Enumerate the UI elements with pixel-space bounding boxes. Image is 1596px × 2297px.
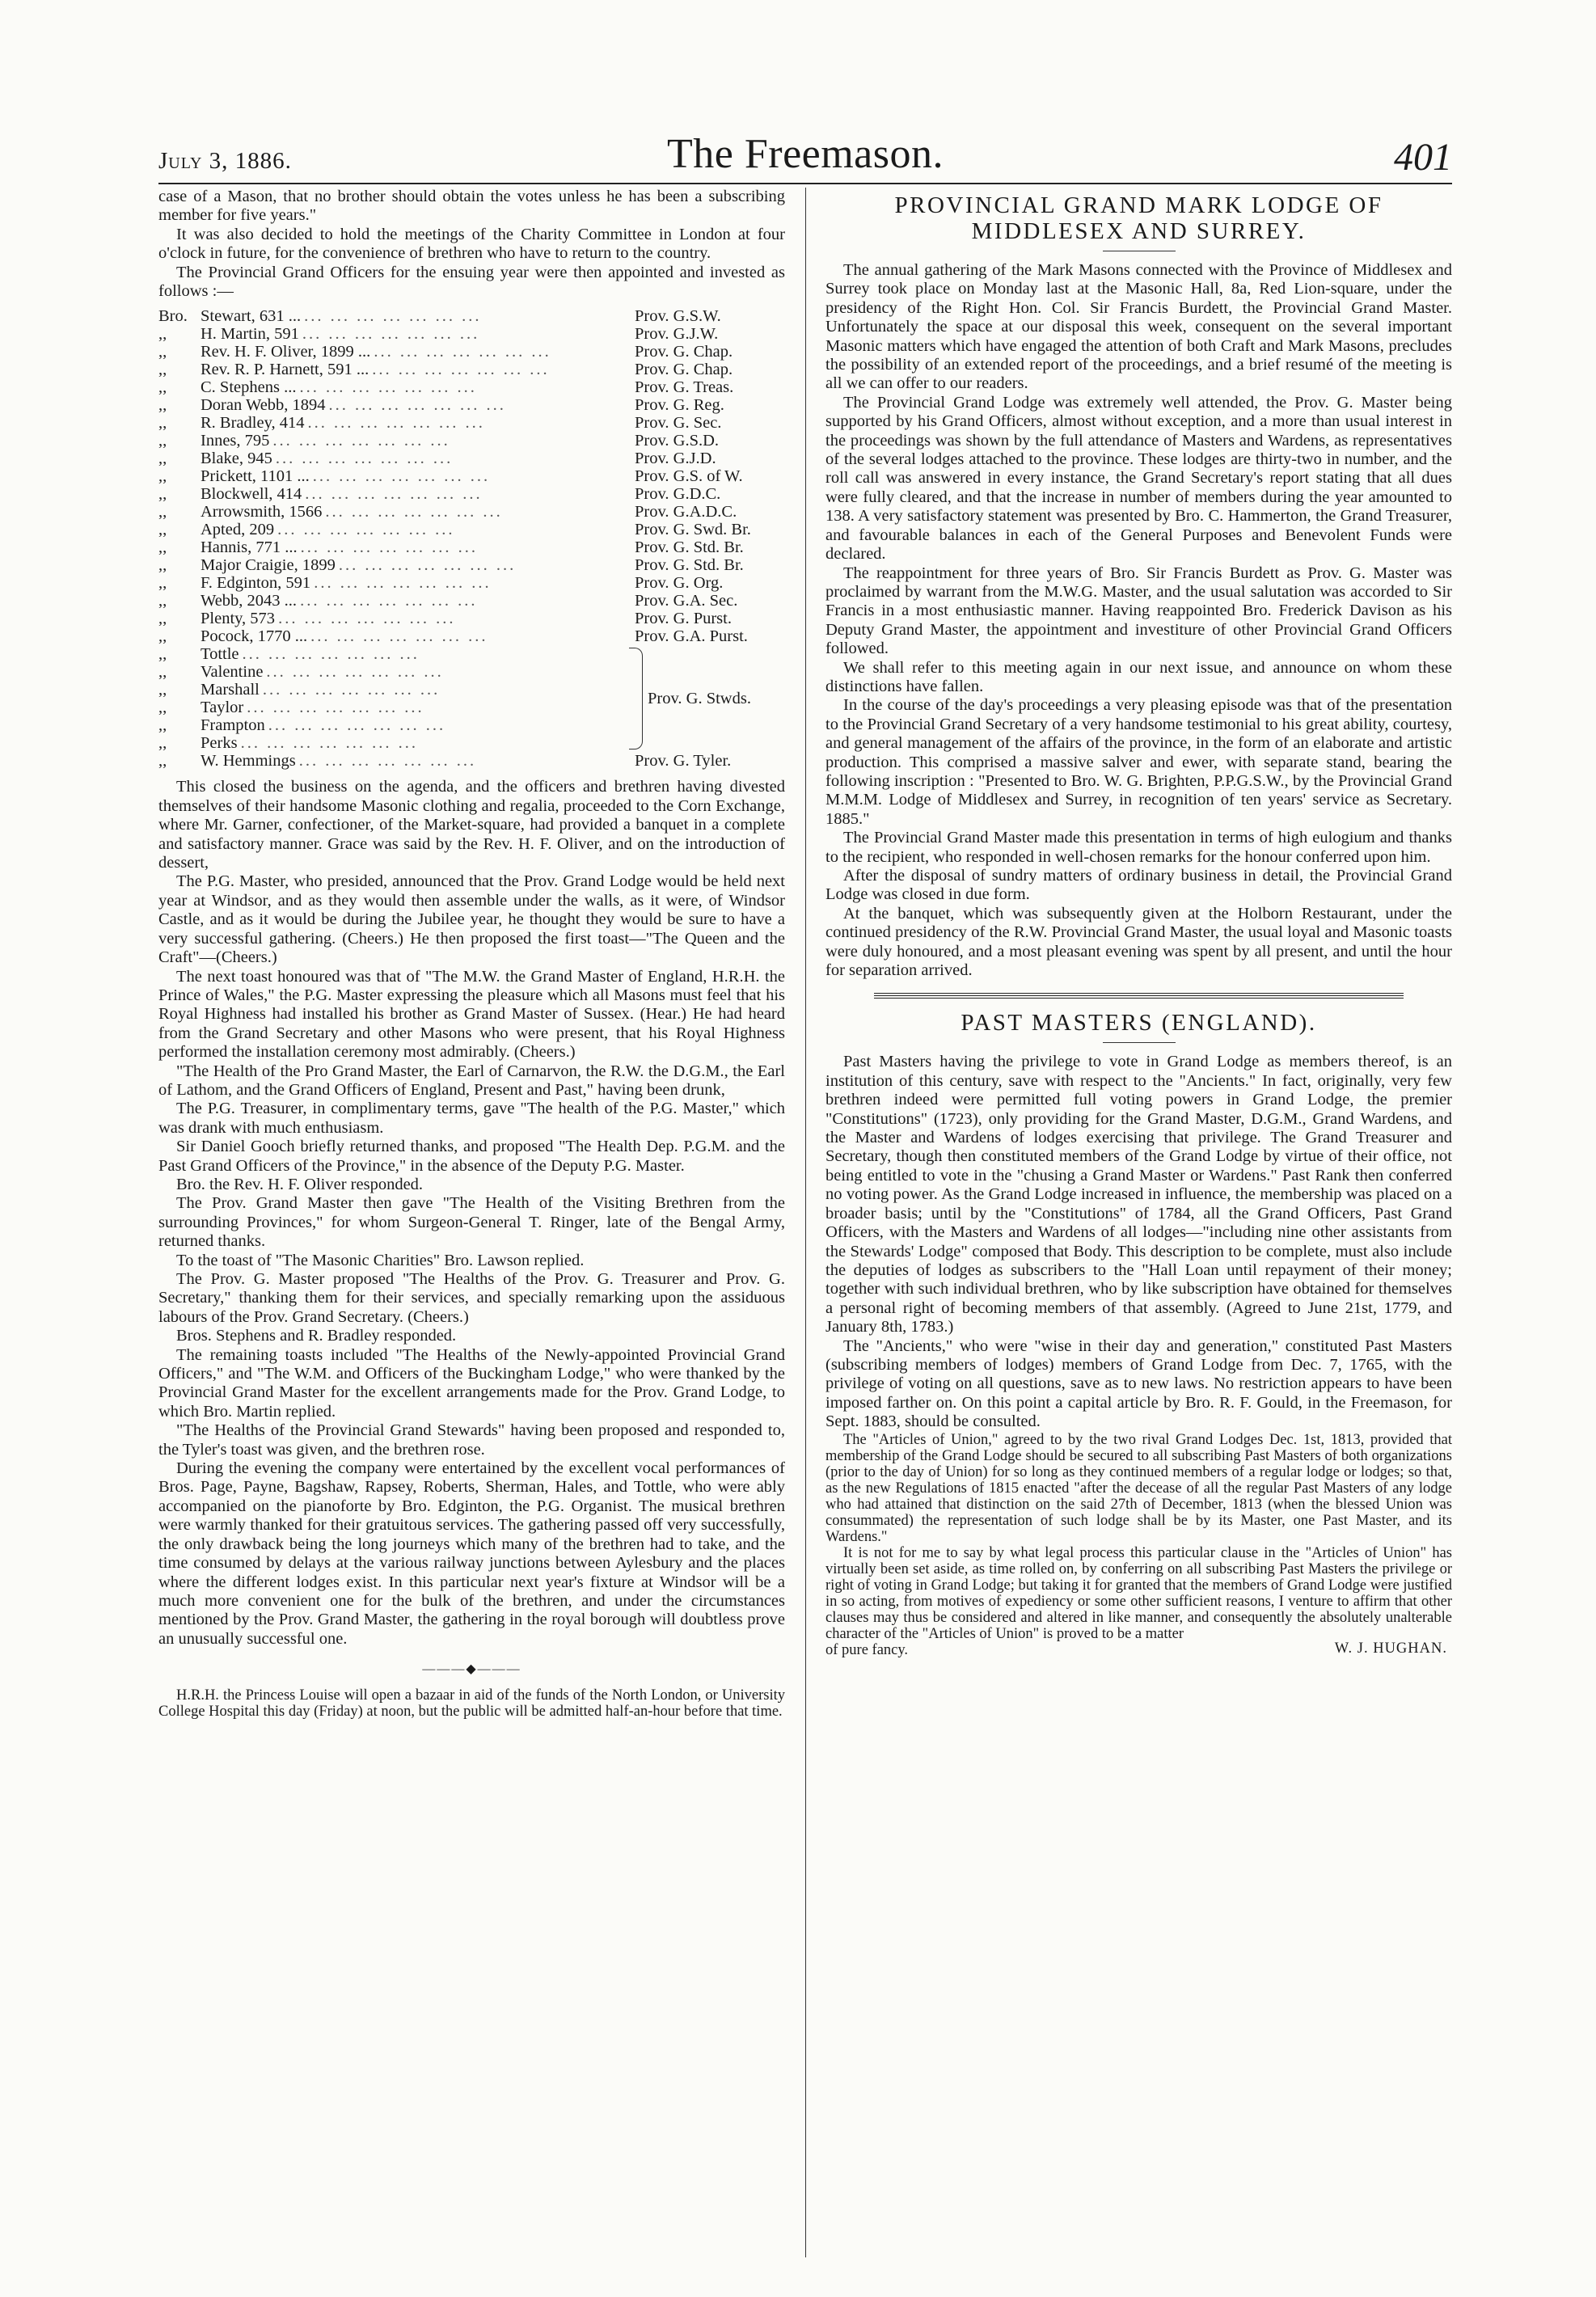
body-paragraph: "The Health of the Pro Grand Master, the Earl of Carnarvon, the R.W. the D.G.M., the Earl of Lathom, and the Grand Officers of England, Present and Past," having been drunk, bbox=[158, 1062, 785, 1099]
officer-name: Marshall bbox=[201, 681, 260, 699]
intro-paragraph: It was also decided to hold the meetings of the Charity Committee in London at four o'clock in future, for the convenience of brethren who have to return to the country. bbox=[158, 225, 785, 263]
officer-name: Taylor bbox=[201, 699, 244, 717]
officer-name: Major Craigie, 1899 bbox=[201, 556, 336, 575]
author-signature: W. J. HUGHAN. bbox=[1334, 1640, 1447, 1657]
leader-dots: ... ... ... ... ... ... ... bbox=[305, 485, 483, 504]
leader-dots: ... ... ... ... ... ... ... bbox=[266, 663, 444, 682]
closing-fragment: of pure fancy. bbox=[825, 1641, 909, 1658]
leader-dots: ... ... ... ... ... ... ... bbox=[277, 521, 455, 539]
officer-name: Rev. R. P. Harnett, 591 ... bbox=[201, 361, 369, 379]
officer-lead: ,, bbox=[158, 645, 167, 664]
article-paragraph: The "Articles of Union," agreed to by the two rival Grand Lodges Dec. 1st, 1813, provided that membership of the Grand Lodge should be secured to all subscribing Past Masters of both organizations (prior to the day of Union) for so long as they continued members of a regular lodge or lodges; so that, as the new Regulations of 1815 enacted "after the decease of all the regular Past Masters of any lodge who had attained that distinction on the said 27th of December, 1813 (when the blessed Union was consummated) the representation of such lodge shall be by its Master, one Past Master, and its Wardens." bbox=[825, 1431, 1452, 1545]
body-paragraph: Bros. Stephens and R. Bradley responded. bbox=[176, 1327, 457, 1345]
leader-dots: ... ... ... ... ... ... ... bbox=[299, 378, 477, 397]
right-column bbox=[825, 188, 1452, 1658]
officer-name: Arrowsmith, 1566 bbox=[201, 503, 323, 521]
officer-list bbox=[158, 307, 785, 770]
officer-row bbox=[158, 752, 785, 770]
officer-name: C. Stephens ... bbox=[201, 378, 297, 397]
officer-rank: Prov. G.A. Sec. bbox=[635, 592, 738, 610]
officer-name: Tottle bbox=[201, 645, 239, 664]
officer-name: Blockwell, 414 bbox=[201, 485, 302, 504]
officer-lead: ,, bbox=[158, 752, 167, 771]
left-column bbox=[158, 188, 785, 1720]
officer-row bbox=[158, 485, 785, 503]
short-rule bbox=[1103, 1042, 1176, 1043]
officer-lead: ,, bbox=[158, 378, 167, 397]
article-heading bbox=[825, 192, 1452, 244]
leader-dots: ... ... ... ... ... ... ... bbox=[314, 574, 492, 593]
leader-dots: ... ... ... ... ... ... ... bbox=[300, 592, 478, 610]
leader-dots: ... ... ... ... ... ... ... bbox=[310, 627, 488, 646]
heading-line: MIDDLESEX AND SURREY. bbox=[971, 218, 1307, 244]
body-paragraph: The next toast honoured was that of "The M.W. the Grand Master of England, H.R.H. the Prince of Wales," the P.G. Master expressing the pleasure which all Masons must feel that his Royal Highness had installed his brother as Grand Master of Sussex. (Hear.) He had heard from the Grand Secretary and other Masons who were present, that his Royal Highness performed the installation ceremony most admirably. (Cheers.) bbox=[158, 967, 785, 1062]
masthead bbox=[158, 121, 1452, 179]
officer-name: Rev. H. F. Oliver, 1899 ... bbox=[201, 343, 371, 361]
officer-rank: Prov. G. Swd. Br. bbox=[635, 521, 751, 539]
officer-rank: Prov. G. Chap. bbox=[635, 343, 733, 361]
officer-row bbox=[158, 556, 785, 574]
body-paragraph: "The Healths of the Provincial Grand Stewards" having been proposed and responded to, the Tyler's toast was given, and the brethren rose. bbox=[158, 1421, 785, 1459]
leader-dots: ... ... ... ... ... ... ... bbox=[247, 699, 424, 717]
intro-paragraph: case of a Mason, that no brother should obtain the votes unless he has been a subscribing member for five years." bbox=[158, 188, 785, 225]
officer-row bbox=[158, 503, 785, 521]
article-paragraph: It is not for me to say by what legal process this particular clause in the "Articles of Union" has virtually been set aside, as time rolled on, by conferring on all subscribing Past Masters the privilege or right of voting in Grand Lodge; but taking it for granted that the members of Grand Lodge were justified in so acting, from motives of expediency or some other sufficient reasons, I venture to affirm that other clauses may thus be considered and altered in like manner, and consequently the absolutely unalterable character of the "Articles of Union" is proved to be a matter bbox=[825, 1544, 1452, 1642]
officer-lead: Bro. bbox=[158, 307, 188, 326]
leader-dots: ... ... ... ... ... ... ... bbox=[278, 610, 456, 628]
officer-lead: ,, bbox=[158, 325, 167, 344]
section-ornament: ———◆——— bbox=[422, 1662, 521, 1677]
leader-dots: ... ... ... ... ... ... ... bbox=[242, 645, 420, 664]
officer-name: R. Bradley, 414 bbox=[201, 414, 305, 433]
officer-row bbox=[158, 343, 785, 361]
body-paragraph: The P.G. Treasurer, in complimentary terms, gave "The health of the P.G. Master," which was drank with much enthusiasm. bbox=[158, 1100, 785, 1137]
officer-lead: ,, bbox=[158, 361, 167, 379]
officer-lead: ,, bbox=[158, 699, 167, 717]
leader-dots: ... ... ... ... ... ... ... bbox=[312, 467, 491, 486]
leader-dots: ... ... ... ... ... ... ... bbox=[302, 325, 480, 344]
officer-name: Doran Webb, 1894 bbox=[201, 396, 326, 415]
officer-name: Stewart, 631 ... bbox=[201, 307, 302, 326]
leader-dots: ... ... ... ... ... ... ... bbox=[372, 361, 550, 379]
article-paragraph: In the course of the day's proceedings a very pleasing episode was that of the presentation to the Provincial Grand Secretary of a very handsome testimonial to his great ability, courtesy, and general management of the affairs of the province, in the form of an elaborate and artistic production. This comprised a massive salver and ewer, with separate stand, bearing the following inscription : "Presented to Bro. W. G. Brighten, P.P.G.S.W., by the Provincial Grand M.M.M. Lodge of Middlesex and Surrey, in recognition of ten years' service as Secretary. 1885." bbox=[825, 696, 1452, 828]
leader-dots: ... ... ... ... ... ... ... bbox=[240, 734, 418, 753]
stewards-rank: Prov. G. Stwds. bbox=[648, 690, 751, 708]
officer-lead: ,, bbox=[158, 574, 167, 593]
officer-name: Apted, 209 bbox=[201, 521, 275, 539]
intro-paragraph: The Provincial Grand Officers for the ensuing year were then appointed and invested as follows :— bbox=[158, 263, 785, 301]
officer-row bbox=[158, 450, 785, 467]
bazaar-notice: H.R.H. the Princess Louise will open a bazaar in aid of the funds of the North London, or University College Hospital this day (Friday) at noon, but the public will be admitted half-an-hour before that time. bbox=[158, 1687, 785, 1720]
leader-dots: ... ... ... ... ... ... ... bbox=[374, 343, 551, 361]
officer-rank: Prov. G.S.D. bbox=[635, 432, 720, 450]
article-paragraph: The Provincial Grand Master made this presentation in terms of high eulogium and thanks to the recipient, who responded in well-chosen remarks for the honour conferred upon him. bbox=[825, 829, 1452, 866]
officer-name: Pocock, 1770 ... bbox=[201, 627, 308, 646]
officer-lead: ,, bbox=[158, 343, 167, 361]
officer-row bbox=[158, 538, 785, 556]
officer-row bbox=[158, 627, 785, 645]
article-paragraph: At the banquet, which was subsequently given at the Holborn Restaurant, under the continued presidency of the R.W. Provincial Grand Master, the usual loyal and Masonic toasts were duly honoured, and a most pleasant evening was spent by all present, and until the hour for separation arrived. bbox=[825, 904, 1452, 980]
officer-row bbox=[158, 645, 629, 663]
article-paragraph: The "Ancients," who were "wise in their day and generation," constituted Past Masters (subscribing members of lodges) members of Grand Lodge from Dec. 7, 1765, with the privilege of voting on all questions, save as to new laws. No restriction appears to have been imposed farther on. On this point a capital article by Bro. R. F. Gould, in the Freemason, for Sept. 1883, should be consulted. bbox=[825, 1336, 1452, 1431]
officer-name: Valentine bbox=[201, 663, 264, 682]
article-paragraph: The reappointment for three years of Bro. Sir Francis Burdett as Prov. G. Master was proclaimed by warrant from the M.W.G. Master, and the usual salutation was accorded to Sir Francis in a most enthusiastic manner. Having reappointed Bro. Frederick Davison as his Deputy Grand Master, the appointment and investiture of other Provincial Grand Officers followed. bbox=[825, 564, 1452, 658]
officer-row bbox=[158, 521, 785, 538]
officer-name: Innes, 795 bbox=[201, 432, 270, 450]
column-divider bbox=[805, 188, 806, 2257]
officer-rank: Prov. G.J.W. bbox=[635, 325, 719, 344]
article-paragraph: After the disposal of sundry matters of ordinary business in detail, the Provincial Grand Lodge was closed in due form. bbox=[825, 867, 1452, 904]
officer-lead: ,, bbox=[158, 414, 167, 433]
leader-dots: ... ... ... ... ... ... ... bbox=[268, 716, 446, 735]
officer-row bbox=[158, 610, 785, 627]
newspaper-title: The Freemason. bbox=[666, 131, 944, 177]
officer-row bbox=[158, 467, 785, 485]
officer-row bbox=[158, 716, 629, 734]
officer-lead: ,, bbox=[158, 663, 167, 682]
officer-name: W. Hemmings bbox=[201, 752, 296, 771]
officer-row bbox=[158, 432, 785, 450]
curly-brace bbox=[629, 648, 643, 749]
leader-dots: ... ... ... ... ... ... ... bbox=[300, 538, 478, 557]
officer-lead: ,, bbox=[158, 396, 167, 415]
officer-lead: ,, bbox=[158, 450, 167, 468]
officer-row bbox=[158, 592, 785, 610]
officer-lead: ,, bbox=[158, 467, 167, 486]
heading-line: PROVINCIAL GRAND MARK LODGE OF bbox=[894, 192, 1383, 218]
officer-rank: Prov. G. Purst. bbox=[635, 610, 732, 628]
leader-dots: ... ... ... ... ... ... ... bbox=[338, 556, 517, 575]
leader-dots: ... ... ... ... ... ... ... bbox=[298, 752, 477, 771]
officer-row bbox=[158, 378, 785, 396]
stewards-names bbox=[158, 645, 629, 752]
leader-dots: ... ... ... ... ... ... ... bbox=[272, 432, 450, 450]
officer-lead: ,, bbox=[158, 592, 167, 610]
body-paragraph: The P.G. Master, who presided, announced that the Prov. Grand Lodge would be held next year at Windsor, and as they would then assemble under the walls, as it were, of Windsor Castle, and as it would be during the Jubilee year, he thought they would be sure to have a very successful gathering. (Cheers.) He then proposed the first toast—"The Queen and the Craft"—(Cheers.) bbox=[158, 872, 785, 967]
officer-lead: ,, bbox=[158, 610, 167, 628]
officer-rank: Prov. G. Std. Br. bbox=[635, 556, 744, 575]
officer-lead: ,, bbox=[158, 521, 167, 539]
officer-lead: ,, bbox=[158, 627, 167, 646]
issue-date: July 3, 1886. bbox=[158, 148, 292, 174]
body-paragraph: The Prov. Grand Master then gave "The Health of the Visiting Brethren from the surrounding Provinces," for whom Surgeon-General T. Ringer, late of the Bengal Army, returned thanks. bbox=[158, 1194, 785, 1251]
body-paragraph: The remaining toasts included "The Healths of the Newly-appointed Provincial Grand Officers," and "The W.M. and Officers of the Buckingham Lodge," who were thanked by the Provincial Grand Master for the excellent arrangements made for the Prov. Grand Lodge, to which Bro. Martin replied. bbox=[158, 1345, 785, 1421]
officer-lead: ,, bbox=[158, 716, 167, 735]
body-paragraph: To the toast of "The Masonic Charities" Bro. Lawson replied. bbox=[176, 1251, 585, 1269]
officer-row bbox=[158, 699, 629, 716]
officer-lead: ,, bbox=[158, 538, 167, 557]
leader-dots: ... ... ... ... ... ... ... bbox=[275, 450, 454, 468]
body-paragraph: Bro. the Rev. H. F. Oliver responded. bbox=[176, 1175, 424, 1193]
article-paragraph: The Provincial Grand Lodge was extremely well attended, the Prov. G. Master being supported by his Grand Officers, almost without exception, and a more than usual interest in the proceedings was shown by the full attendance of Masters and Wardens, as representatives of the several lodges attached to the province. These lodges are thirty-two in number, and the roll call was answered in every instance, the Grand Secretary's report stating that all dues were fully cleared, and that the increase in number of members during the year amounted to 138. A very satisfactory statement was presented by Bro. C. Hammerton, the Grand Treasurer, and favourable balances in each of the General Purposes and Benevolent Funds were declared. bbox=[825, 393, 1452, 564]
officer-row bbox=[158, 574, 785, 592]
officer-rank: Prov. G. Tyler. bbox=[635, 752, 732, 771]
section-rule bbox=[874, 993, 1404, 996]
officer-rank: Prov. G. Sec. bbox=[635, 414, 722, 433]
officer-rank: Prov. G. Reg. bbox=[635, 396, 724, 415]
leader-dots: ... ... ... ... ... ... ... bbox=[325, 503, 503, 521]
stewards-group bbox=[158, 645, 785, 752]
leader-dots: ... ... ... ... ... ... ... bbox=[304, 307, 482, 326]
officer-name: Frampton bbox=[201, 716, 265, 735]
officer-name: Webb, 2043 ... bbox=[201, 592, 298, 610]
officer-name: Blake, 945 bbox=[201, 450, 272, 468]
officer-name: Perks bbox=[201, 734, 238, 753]
leader-dots: ... ... ... ... ... ... ... bbox=[328, 396, 506, 415]
body-paragraph: During the evening the company were entertained by the excellent vocal performances of Bros. Page, Payne, Bagshaw, Rapsey, Roberts, Sherman, Hales, and Tottle, who were ably accompanied on the pianoforte by Bro. Edginton, the P.G. Organist. The musical brethren were warmly thanked for their gratuitous services. The gathering passed off very successfully, the only drawback being the long journeys which many of the brethren had to take, and the time consumed by delays at the various railway junctions between Aylesbury and the places where the different lodges exist. In this particular next year's fixture at Windsor will be a much more convenient one for the bulk of the brethren, and under the circumstances mentioned by the Prov. Grand Master, the gathering in the royal borough will doubtless prove an unusually successful one. bbox=[158, 1459, 785, 1648]
body-paragraph: Sir Daniel Gooch briefly returned thanks, and proposed "The Health Dep. P.G.M. and the Past Grand Officers of the Province," in the absence of the Deputy P.G. Master. bbox=[158, 1138, 785, 1175]
officer-name: Hannis, 771 ... bbox=[201, 538, 298, 557]
officer-rank: Prov. G.A.D.C. bbox=[635, 503, 737, 521]
officer-rank: Prov. G.J.D. bbox=[635, 450, 716, 468]
officer-rank: Prov. G.D.C. bbox=[635, 485, 721, 504]
article-heading: PAST MASTERS (ENGLAND). bbox=[961, 1010, 1317, 1037]
officer-lead: ,, bbox=[158, 556, 167, 575]
officer-rank: Prov. G.S. of W. bbox=[635, 467, 743, 486]
officer-rank: Prov. G. Chap. bbox=[635, 361, 733, 379]
article-paragraph: We shall refer to this meeting again in our next issue, and announce on whom these distinctions have fallen. bbox=[825, 658, 1452, 695]
officer-row bbox=[158, 396, 785, 414]
page-number: 401 bbox=[1394, 136, 1452, 179]
officer-name: H. Martin, 591 bbox=[201, 325, 299, 344]
officer-row bbox=[158, 325, 785, 343]
body-paragraph: This closed the business on the agenda, and the officers and brethren having divested themselves of their handsome Masonic clothing and regalia, proceeded to the Corn Exchange, where Mr. Garner, confectioner, of the Market-square, had provided a banquet in a complete and satisfactory manner. Grace was said by the Rev. H. F. Oliver, and on the introduction of dessert, bbox=[158, 778, 785, 872]
officer-row bbox=[158, 734, 629, 752]
leader-dots: ... ... ... ... ... ... ... bbox=[262, 681, 441, 699]
officer-name: Plenty, 573 bbox=[201, 610, 276, 628]
officer-name: F. Edginton, 591 bbox=[201, 574, 311, 593]
body-paragraph: The Prov. G. Master proposed "The Healths of the Prov. G. Treasurer and Prov. G. Secretary," thanking them for their services, and specially remarking upon the assiduous labours of the Prov. Grand Secretary. (Cheers.) bbox=[158, 1270, 785, 1326]
officer-name: Prickett, 1101 ... bbox=[201, 467, 310, 486]
leader-dots: ... ... ... ... ... ... ... bbox=[307, 414, 485, 433]
officer-row bbox=[158, 414, 785, 432]
article-paragraph: The annual gathering of the Mark Masons connected with the Province of Middlesex and Surrey took place on Monday last at the Masonic Hall, 8a, Red Lion-square, under the presidency of the Right Hon. Col. Sir Francis Burdett, the Provincial Grand Master. Unfortunately the space at our disposal this week, consequent on the several important Masonic matters which have engaged the attention of both Craft and Mark Masons, precludes the possibility of an extended report of the proceedings, and a brief resumé of the meeting is all we can offer to our readers. bbox=[825, 261, 1452, 393]
officer-rank: Prov. G. Treas. bbox=[635, 378, 734, 397]
masthead-rule bbox=[158, 183, 1452, 184]
section-rule bbox=[874, 998, 1404, 999]
officer-rank: Prov. G. Org. bbox=[635, 574, 724, 593]
officer-rank: Prov. G. Std. Br. bbox=[635, 538, 744, 557]
signature-row bbox=[825, 1642, 1452, 1658]
officer-lead: ,, bbox=[158, 681, 167, 699]
officer-lead: ,, bbox=[158, 503, 167, 521]
officer-row bbox=[158, 361, 785, 378]
officer-rank: Prov. G.A. Purst. bbox=[635, 627, 748, 646]
officer-row bbox=[158, 307, 785, 325]
officer-row bbox=[158, 663, 629, 681]
officer-lead: ,, bbox=[158, 485, 167, 504]
officer-lead: ,, bbox=[158, 734, 167, 753]
officer-lead: ,, bbox=[158, 432, 167, 450]
officer-row bbox=[158, 681, 629, 699]
officer-rank: Prov. G.S.W. bbox=[635, 307, 721, 326]
article-paragraph: Past Masters having the privilege to vote in Grand Lodge as members thereof, is an institution of this century, save with respect to the "Ancients." In fact, originally, very few brethren indeed were permitted full voting powers in Grand Lodge, the premier "Constitutions" (1723), only providing for the Grand Master, D.G.M., Grand Wardens, and the Master and Wardens of lodges exercising that privilege. The Grand Treasurer and Secretary, though then constituted members of the Grand Lodge by virtue of their office, not being entitled to vote in the "chusing a Grand Master or Wardens." Past Rank then conferred no voting power. As the Grand Lodge increased in influence, the membership was placed on a broader basis; until by the "Constitutions" of 1784, all the Grand Officers, Past Grand Officers, with the Masters and Wardens of all lodges—"including nine other assistants from the Stewards' Lodge" composed that Body. This description to be complete, must also include the deputies of lodges as subscribers to the "Hall Loan until repayment of their money; together with such individual brethren, who by like subscription have obtained for themselves a personal right of becoming members of that assembly. (Agreed to June 21st, 1779, and January 8th, 1783.) bbox=[825, 1053, 1452, 1336]
